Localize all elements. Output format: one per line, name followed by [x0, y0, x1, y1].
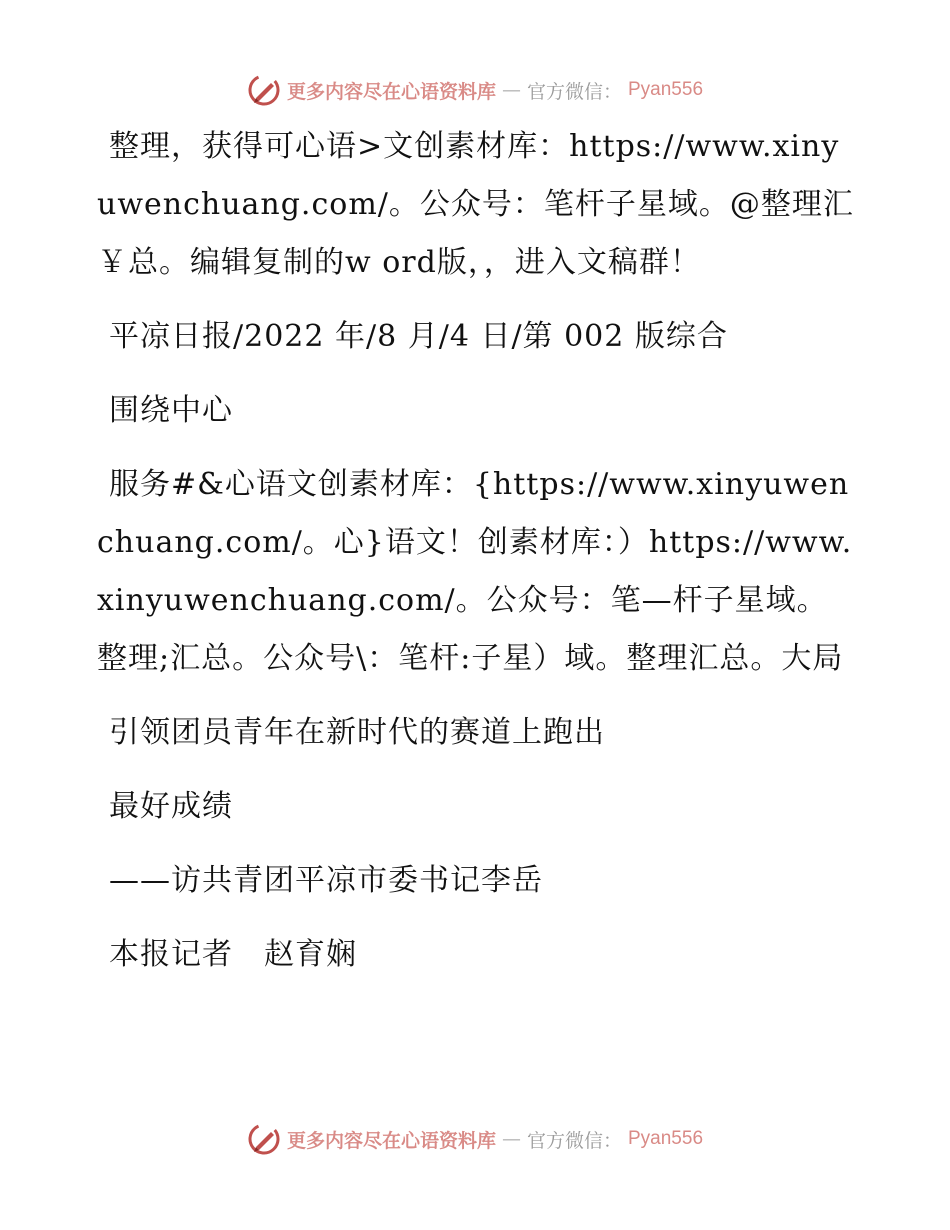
watermark-text: 更多内容尽在心语资料库: [286, 1129, 496, 1152]
header-watermark-banner: [0, 72, 950, 108]
watermark-label: 官方微信：: [526, 1129, 622, 1152]
paragraph-source: 平凉日报/2022 年/8 月/4 日/第 002 版综合: [109, 319, 728, 354]
paragraph-title-line-2: 最好成绩: [109, 789, 233, 824]
paragraph-intro: 整理，获得可心语>文创素材库：https://www.xinyuwenchuang.com/。公众号：笔杆子星域。@整理汇￥总。编辑复制的w ord版，，进入文稿群！: [97, 129, 854, 280]
pen-circle-icon: [247, 1122, 281, 1156]
paragraph-heading-2: 服务#&心语文创素材库：{https://www.xinyuwenchuang.com/。心}语文！创素材库：）https://www.xinyuwenchuang.com/。公众号：笔—杆子星域。整理;汇总。公众号\：笔杆:子星）域。整理汇总。大局: [97, 467, 853, 676]
watermark-dash: —: [501, 1128, 521, 1150]
document-body: [97, 118, 857, 1000]
paragraph-subtitle: ——访共青团平凉市委书记李岳: [109, 863, 543, 898]
watermark-wechat-id: Pyan556: [628, 79, 704, 100]
watermark-dash: —: [501, 79, 521, 101]
pen-circle-icon: [247, 73, 281, 107]
watermark-label: 官方微信：: [526, 80, 622, 103]
paragraph-heading-1: 围绕中心: [109, 393, 233, 428]
paragraph-title-line-1: 引领团员青年在新时代的赛道上跑出: [109, 715, 605, 750]
watermark-text: 更多内容尽在心语资料库: [286, 80, 496, 103]
watermark-wechat-id: Pyan556: [628, 1128, 704, 1149]
paragraph-byline: 本报记者 赵育娴: [109, 937, 357, 972]
footer-watermark-banner: [0, 1121, 950, 1157]
